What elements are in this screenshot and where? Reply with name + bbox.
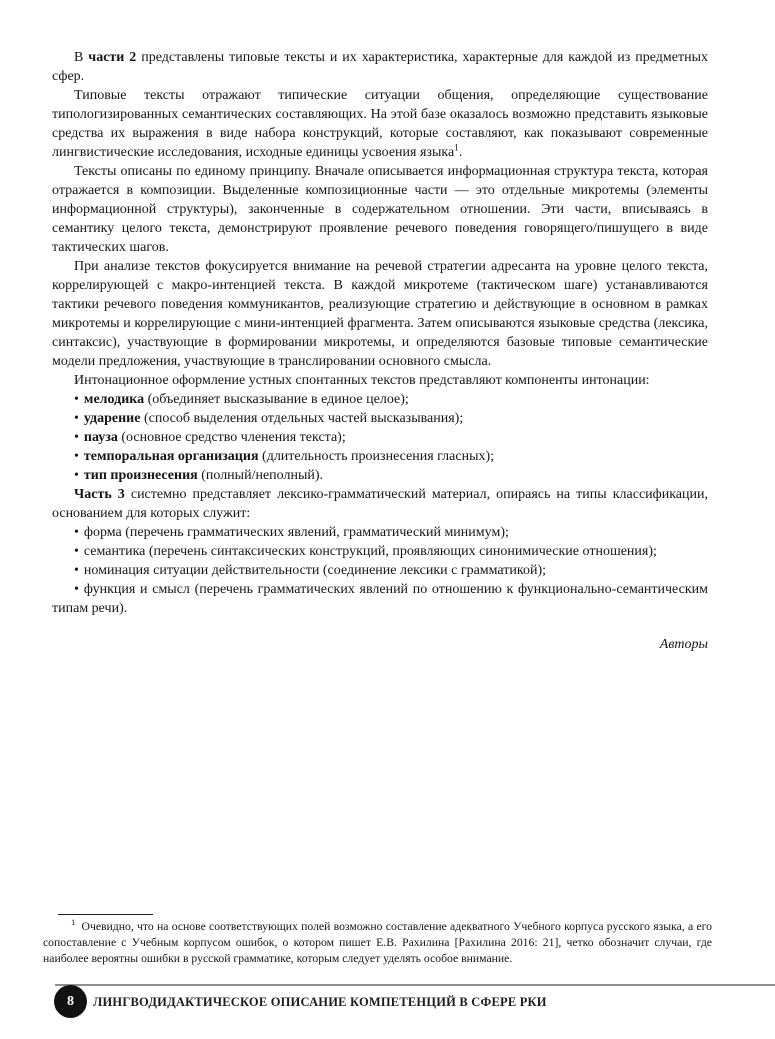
intonation-desc: (основное средство членения текста); (117, 430, 346, 445)
paragraph-part3-intro (52, 485, 708, 523)
intonation-term: тип произнесения (83, 468, 198, 483)
intonation-item (52, 428, 708, 447)
bullet-icon: • (74, 430, 79, 445)
bullet-icon: • (74, 449, 79, 464)
intonation-desc: (полный/неполный). (197, 468, 324, 483)
intonation-item (52, 447, 708, 466)
footnote-separator-rule (58, 914, 153, 915)
classification-item (52, 561, 708, 580)
intonation-desc: (длительность произнесения гласных); (258, 449, 495, 464)
classification-item (52, 580, 708, 618)
intonation-desc: (объединяет высказывание в единое целое); (144, 392, 409, 407)
paragraph-text: системно представляет лексико-грамматический материал, опираясь на типы классификации, основанием для которых служит: (52, 487, 708, 521)
footer-rule (55, 984, 775, 986)
authors-byline: Авторы (659, 637, 708, 652)
intonation-item (52, 466, 708, 485)
intonation-item (52, 409, 708, 428)
footnote-reference: 1 (454, 143, 459, 154)
page-number-badge (54, 985, 87, 1018)
bullet-icon: • (74, 468, 79, 483)
intonation-term: мелодика (83, 392, 145, 407)
paragraph-text-analysis: При анализе текстов фокусируется внимание на речевой стратегии адресанта на уровне целого текста, коррелирующей с макро-интенцией текста. В каждой микротеме (тактическом шаге) устанавливаются тактики речевого поведения коммуникантов, реализующие стратегию и действующие в основном в рамках микротемы и коррелирующие с мини-интенцией фрагмента. Затем описываются языковые средства (лексика, синтаксис), участвующие в формировании микротемы, и определяются базовые типовые семантические модели предложения, участвующие в транслировании основного смысла. (52, 259, 708, 369)
bullet-icon: • (74, 563, 79, 578)
footnote-body: Очевидно, что на основе соответствующих полей возможно составление адекватного Учебного корпуса русского языка, а его сопоставление с Учебным корпусом ошибок, о котором пишет Е.В. Рахилина [Рахилина 2016: 21], четко обозначит случаи, где наиболее вероятны ошибки в русской грамматике, которым следует уделять особое внимание. (43, 920, 712, 965)
bullet-icon: • (74, 582, 79, 597)
running-title: ЛИНГВОДИДАКТИЧЕСКОЕ ОПИСАНИЕ КОМПЕТЕНЦИЙ В СФЕРЕ РКИ (93, 995, 547, 1009)
paragraph-text: Типовые тексты отражают типические ситуации общения, определяющие существование типологизированных семантических составляющих. На этой базе оказалось возможно представить языковые средства их выражения в виде набора конструкций, которые составляют, как показывают современные лингвистические исследования, исходные единицы усвоения языка (52, 88, 708, 160)
bullet-icon: • (74, 544, 79, 559)
classification-text: функция и смысл (перечень грамматических явлений по отношению к функционально-семантическим типам речи). (52, 582, 708, 616)
intonation-item (52, 390, 708, 409)
page-number: 8 (67, 993, 74, 1009)
footnote-marker: 1 (71, 917, 76, 928)
paragraph-intonation-intro: Интонационное оформление устных спонтанных текстов представляют компоненты интонации: (74, 373, 650, 388)
paragraph-text-principle: Тексты описаны по единому принципу. Вначале описывается информационная структура текста, которая отражается в композиции. Выделенные композиционные части — это отдельные микротемы (элементы информационной структуры), законченные в содержательном отношении. Эти части, вписываясь в семантику целого текста, демонстрируют проявление речевого поведения говорящего/пишущего в виде тактических шагов. (52, 164, 708, 255)
classification-text: форма (перечень грамматических явлений, грамматический минимум); (83, 525, 509, 540)
paragraph-typical-texts (52, 86, 708, 162)
footnote-text (43, 919, 712, 967)
intonation-desc: (способ выделения отдельных частей высказывания); (140, 411, 464, 426)
intonation-term: пауза (83, 430, 118, 445)
intonation-term: ударение (83, 411, 141, 426)
paragraph-text: . (458, 145, 463, 160)
body-text-column (52, 48, 708, 654)
classification-item (52, 542, 708, 561)
classification-text: номинация ситуации действительности (соединение лексики с грамматикой); (83, 563, 547, 578)
bullet-icon: • (74, 411, 79, 426)
paragraph-text: В (74, 50, 89, 65)
paragraph-part2-intro (52, 48, 708, 86)
part2-emphasis: части 2 (88, 50, 137, 65)
bullet-icon: • (74, 392, 79, 407)
paragraph-text: представлены типовые тексты и их характеристика, характерные для каждой из предметных сфер. (52, 50, 708, 84)
part3-emphasis: Часть 3 (74, 487, 125, 502)
classification-text: семантика (перечень синтаксических конструкций, проявляющих синонимические отношения); (83, 544, 657, 559)
intonation-term: темпоральная организация (83, 449, 259, 464)
footnote-block (43, 914, 712, 967)
bullet-icon: • (74, 525, 79, 540)
classification-item (52, 523, 708, 542)
